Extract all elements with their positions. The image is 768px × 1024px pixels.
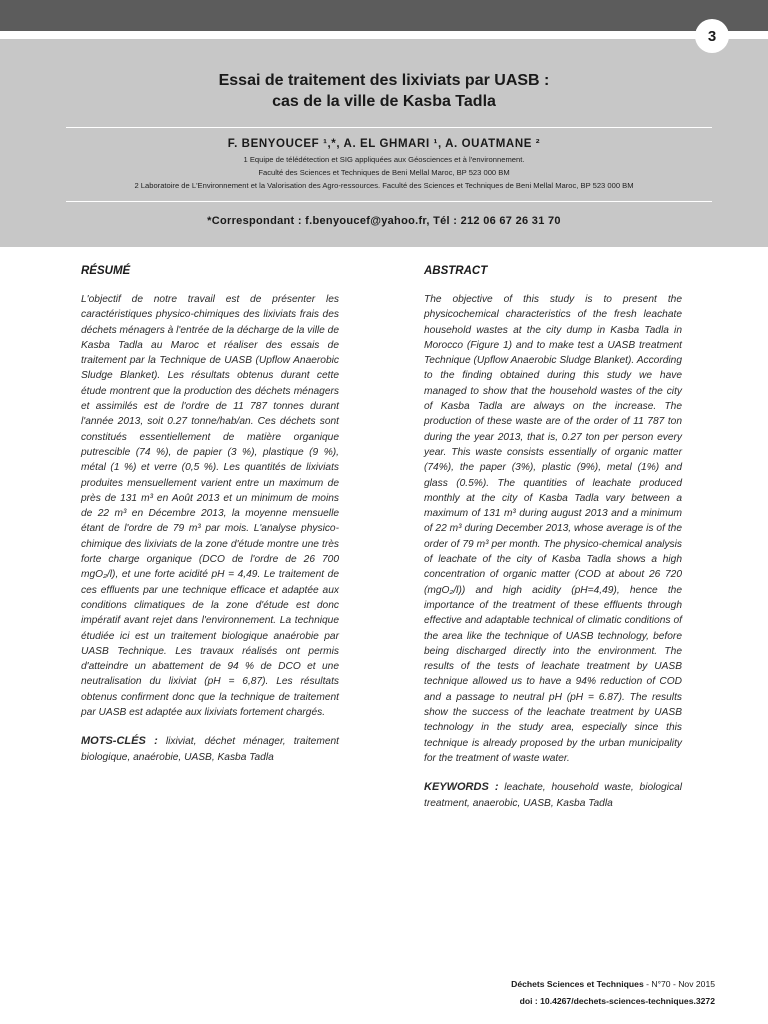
- affiliation-1-line-2: Faculté des Sciences et Techniques de Beni Mellal Maroc, BP 523 000 BM: [258, 168, 510, 177]
- footer-doi: doi : 10.4267/dechets-sciences-techniques.3272: [519, 996, 715, 1006]
- keywords-text: leachate, household waste, biological treatment, anaerobic, UASB, Kasba Tadla: [424, 782, 683, 809]
- title-line-2: cas de la ville de Kasba Tadla: [272, 93, 496, 110]
- article-title: [60, 70, 708, 112]
- abstract-column: [424, 292, 682, 811]
- header-rule-bottom: [66, 201, 712, 202]
- resume-heading: RÉSUMÉ: [81, 265, 131, 277]
- top-divider: [0, 31, 768, 39]
- abstract-keywords: [424, 780, 682, 811]
- authors: F. BENYOUCEF ¹,*, A. EL GHMARI ¹, A. OUATMANE ²: [227, 138, 541, 150]
- header-rule-top: [66, 127, 712, 128]
- mots-cles-text: lixiviat, déchet ménager, traitement biologique, anaérobie, UASB, Kasba Tadla: [81, 736, 339, 763]
- title-line-1: Essai de traitement des lixiviats par UASB :: [218, 72, 550, 89]
- correspondent-line: *Correspondant : f.benyoucef@yahoo.fr, Tél : 212 06 67 26 31 70: [207, 215, 561, 227]
- footer-journal: [511, 979, 715, 989]
- mots-cles-label: MOTS-CLÉS :: [81, 735, 158, 748]
- resume-column: [81, 292, 339, 765]
- resume-body: L'objectif de notre travail est de présenter les caractéristiques physico-chimiques des lixiviats frais des déchets ménagers à l'entrée de la décharge de la ville de Kasba Tadla au Maroc et réaliser des essais de traitement par la Technique de UASB (Upflow Anaerobic Sludge Blanket). Les résultats obtenus durant cette étude montrent que la production des déchets ménagers et assimilés est de l'ordre de 11 787 tonnes durant l'année 2013, soit 0.27 tonne/hab/an. Ces déchets sont constitués essentiellement de matière organique putrescible (74 %), de papier (3 %), plastique (9 %), métal (1 %) et verre (0,5 %). Les quantités de lixiviats produites mensuellement varient entre un maximum de près de 131 m³ en Août 2013 et un minimum de moins de 22 m³ en Décembre 2013, la moyenne mensuelle étant de l'ordre de 79 m³ par mois. L'analyse physico-chimique des lixiviats de la zone d'étude montre une très forte charge organique (DCO de l'ordre de 26 700 mgO₂/l), et une forte acidité pH = 4,49. Le traitement de ces effluents par une technique efficace et adaptée aux conditions climatiques de la zone d'étude est donc impératif avant rejet dans l'environnement. La technique étudiée ici est un traitement biologique anaérobie par UASB Technique. Les travaux réalisés ont permis d'atteindre un abattement de 94 % de DCO et une neutralisation du lixiviat (pH = 6,87). Les résultats obtenus confirment donc que la technique de traitement par UASB est adaptée aux lixiviats fortement chargés.: [81, 294, 339, 719]
- journal-name: Déchets Sciences et Techniques: [511, 979, 644, 989]
- abstract-heading: ABSTRACT: [424, 265, 488, 277]
- top-bar: [0, 0, 768, 31]
- resume-keywords: [81, 734, 339, 765]
- journal-issue: - N°70 - Nov 2015: [643, 979, 715, 989]
- affiliation-2: 2 Laboratoire de L'Environnement et la Valorisation des Agro-ressources. Faculté des Sciences et Techniques de Beni Mellal Maroc, BP 523 000 BM: [134, 181, 634, 190]
- keywords-label: KEYWORDS :: [424, 781, 499, 794]
- page-number-badge: 3: [695, 19, 729, 53]
- affiliation-1-line-1: 1 Equipe de télédétection et SIG appliquées aux Géosciences et à l'environnement.: [243, 155, 525, 164]
- abstract-body: The objective of this study is to present the physicochemical characteristics of the fresh leachate household wastes at the city dump in Kasba Tadla in Morocco (Figure 1) and to make test a UASB treatment Technique (Upflow Anaerobic Sludge Blanket). According to the finding obtained during this study we have managed to show that the household wastes of the city of Kasba Tadla are always on the increase. The production of these waste are of the order of 11 787 ton during the year 2013, that is, 0.27 ton per person every year. This waste consists essentially of organic matter (74%), the paper (3%), plastic (9%), metal (1%) and glass (0.5%). The quantities of leachate produced monthly at the city of Kasba Tadla vary between a maximum of 131 m³ during august 2013 and a minimum of 22 m³ during December 2013, whose average is of the order of 79 m³ per month. The physico-chemical analysis of leachate of the city of Kasba Tadla shows a high concentration of organic matter (COD at about 26 720 (mgO₂/l)) and high acidity (pH=4,49), hence the importance of the treatment of these effluents through effective and adaptable technical of climatic conditions of the area like the technique of UASB technology, before being discharged directly into the environment. The results of the tests of leachate treatment by UASB technique allowed us to have a 94% reduction of COD and a passage to neutral pH (pH = 6.87). The results show the success of the leachate treatment by UASB technology in the study area, especially since this technique is already proposed by the urban municipality for the treatment of waste water.: [424, 294, 682, 764]
